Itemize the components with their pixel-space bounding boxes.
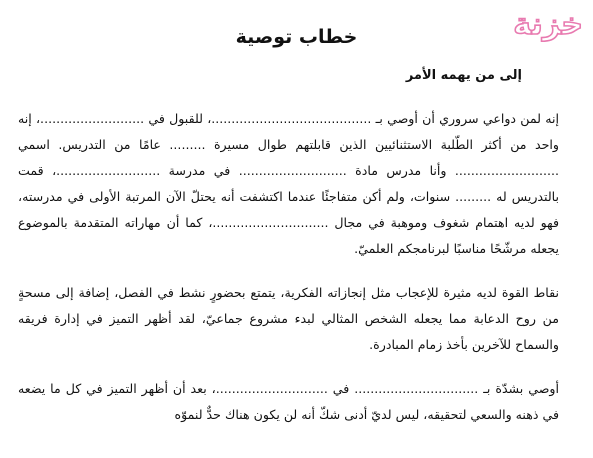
letter-body	[18, 106, 559, 446]
paragraph-recommendation: أوصي بشدّة بـ ............................... في ............................، بعد أن أظهر التميز في كل ما يضعه في ذهنه والسعي لتحقيقه، ليس لديّ أدنى شكّ أنه لن يكون هناك حدٌّ لنموّه	[18, 381, 559, 422]
paragraph-introduction: إنه لمن دواعي سروري أن أوصي بـ ........................................، للقبول في ..........................، إنه واحد من أكثر الطّلبة الاستثنائيين الذين قابلتهم طوال مسيرة ......... عامًا من التدريس. اسمي .......................... وأنا مدرس مادة ........................... في مدرسة ..........................، قمت بالتدريس له ......... سنوات، ولم أكن متفاجئًا عندما اكتشفت أنه يحتلّ الآن المرتبة الأولى في مدرسته، فهو لديه اهتمام شغوف وموهبة في مجال .............................، كما أن مهاراته المتقدمة بالموضوع يجعله مرشّحًا مناسبًا لبرنامجكم العلميّ.	[18, 111, 559, 256]
page-title: خطاب توصية	[235, 26, 358, 48]
paragraph-strengths: نقاط القوة لديه مثيرة للإعجاب مثل إنجازاته الفكرية، يتمتع بحضورٍ نشط في الفصل، إضافة إلى مسحةٍ من روح الدعابة مما يجعله الشخص المثالي لبدء مشروع جماعيّ، لقد أظهر التميز في إدارة فريقه والسماح للآخرين بأخذ زمام المبادرة.	[18, 285, 559, 352]
site-logo: خزنة	[513, 7, 583, 42]
addressee-line: إلى من يهمه الأمر	[405, 68, 522, 83]
